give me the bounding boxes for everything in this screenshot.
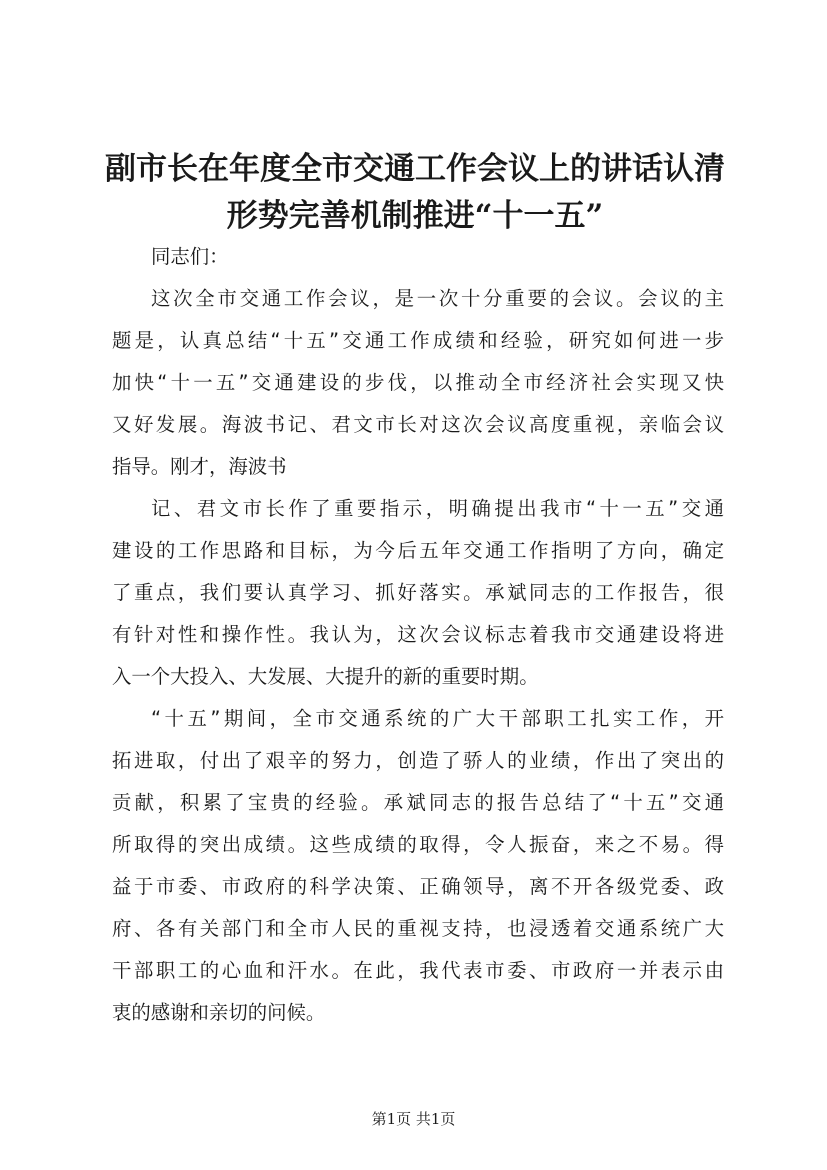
title-line-2: 形势完善机制推进“十一五” [226, 198, 604, 234]
paragraph-1 [112, 278, 724, 488]
paragraph-line: 记、君文市长作了重要指示，明确提出我市“十一五”交通 [151, 497, 724, 520]
paragraph-line: 贡献，积累了宝贵的经验。承斌同志的报告总结了“十五”交通 [112, 791, 724, 814]
paragraph-line: 指导。刚才，海波书 [112, 455, 287, 478]
paragraph-line: 加快“十一五”交通建设的步伐，以推动全市经济社会实现又快 [112, 371, 724, 394]
page-footer [0, 1108, 827, 1129]
paragraph-line: 拓进取，付出了艰辛的努力，创造了骄人的业绩，作出了突出的 [112, 749, 724, 772]
paragraph-line: “十五”期间，全市交通系统的广大干部职工扎实工作，开 [151, 707, 724, 730]
salutation: 同志们： [151, 245, 229, 268]
paragraph-line: 所取得的突出成绩。这些成绩的取得，令人振奋，来之不易。得 [112, 833, 724, 856]
paragraph-line: 入一个大投入、大发展、大提升的新的重要时期。 [112, 665, 539, 688]
paragraph-line: 益于市委、市政府的科学决策、正确领导，离不开各级党委、政 [112, 875, 724, 898]
paragraph-3 [112, 698, 724, 1034]
document-title [100, 146, 730, 240]
paragraph-line: 题是，认真总结“十五”交通工作成绩和经验，研究如何进一步 [112, 329, 724, 352]
paragraph-2 [112, 488, 724, 698]
paragraph-line: 了重点，我们要认真学习、抓好落实。承斌同志的工作报告，很 [112, 581, 724, 604]
paragraph-line: 干部职工的心血和汗水。在此，我代表市委、市政府一并表示由 [112, 959, 724, 982]
title-line-1: 副市长在年度全市交通工作会议上的讲话认清 [105, 151, 725, 187]
document-body [112, 236, 724, 1034]
paragraph-line: 府、各有关部门和全市人民的重视支持，也浸透着交通系统广大 [112, 917, 724, 940]
paragraph-line: 衷的感谢和亲切的问候。 [112, 1001, 326, 1024]
salutation-paragraph [112, 236, 724, 278]
paragraph-line: 这次全市交通工作会议，是一次十分重要的会议。会议的主 [151, 287, 724, 310]
paragraph-line: 又好发展。海波书记、君文市长对这次会议高度重视，亲临会议 [112, 413, 724, 436]
paragraph-line: 有针对性和操作性。我认为，这次会议标志着我市交通建设将进 [112, 623, 724, 646]
page-number-label: 第1页 共1页 [371, 1110, 456, 1128]
paragraph-line: 建设的工作思路和目标，为今后五年交通工作指明了方向，确定 [112, 539, 724, 562]
